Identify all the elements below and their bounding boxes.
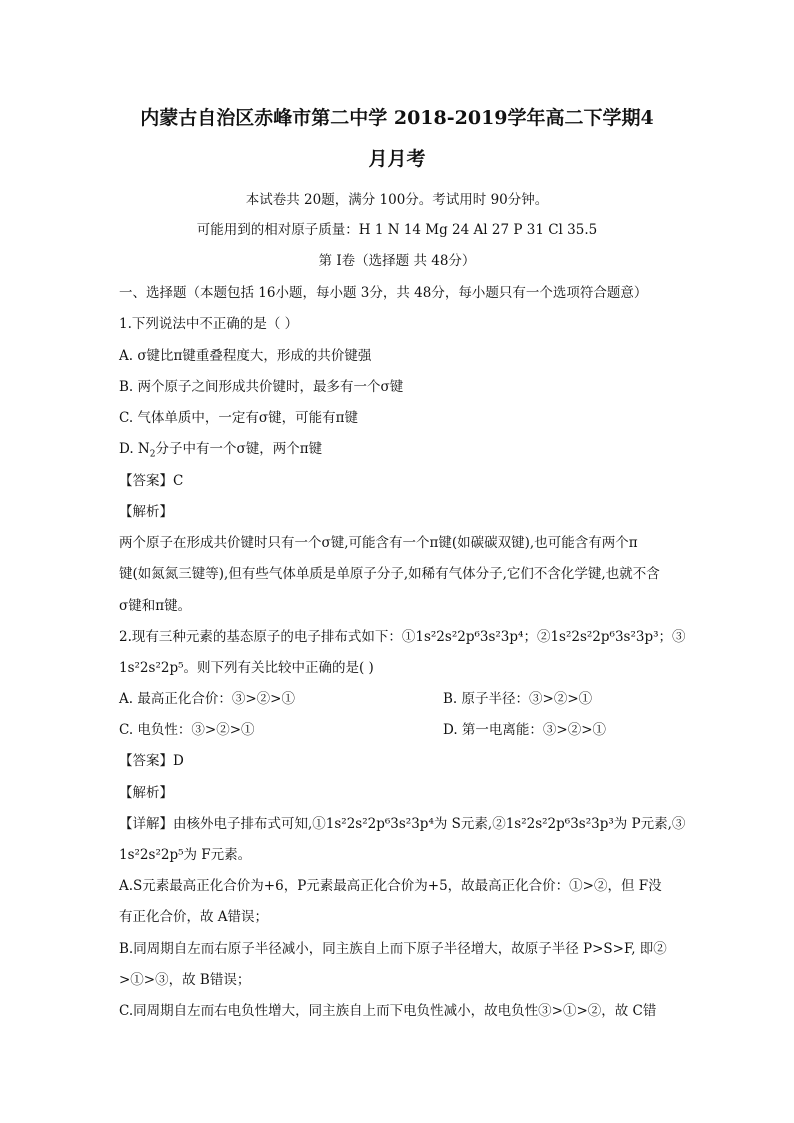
q1-option-d <box>119 437 679 460</box>
q1-option-d-pre: D. N <box>119 441 150 457</box>
q1-option-a: A. σ键比π键重叠程度大，形成的共价键强 <box>119 348 372 364</box>
q2-stem-line-2: 1s²2s²2p⁵。则下列有关比较中正确的是( ) <box>119 660 374 676</box>
q2-analysis-label: 【解析】 <box>119 785 173 801</box>
q2-option-d: D. 第一电离能：③>②>① <box>443 722 607 738</box>
q1-analysis-line-3: σ键和π键。 <box>119 598 192 614</box>
q2-analysis-b-line-1: B.同周期自左而右原子半径减小，同主族自上而下原子半径增大，故原子半径 P>S>F, 即② <box>119 941 667 957</box>
q2-detail-line-1: 【详解】由核外电子排布式可知,①1s²2s²2p⁶3s²3p⁴为 S元素,②1s²2s²2p⁶3s²3p³为 P元素,③ <box>119 816 686 832</box>
q1-option-d-post: 分子中有一个σ键，两个π键 <box>155 441 323 457</box>
q2-analysis-a-line-1: A.S元素最高正化合价为+6，P元素最高正化合价为+5，故最高正化合价：①>②，但 F没 <box>119 878 662 894</box>
q2-analysis-c-line-1: C.同周期自左而右电负性增大，同主族自上而下电负性减小，故电负性③>①>②，故 C错 <box>119 1003 657 1019</box>
q2-stem-line-1: 2.现有三种元素的基态原子的电子排布式如下：①1s²2s²2p⁶3s²3p⁴；②1s²2s²2p⁶3s²3p³；③ <box>119 629 686 645</box>
q1-analysis-line-2: 键(如氮氮三键等),但有些气体单质是单原子分子,如稀有气体分子,它们不含化学键,也就不含 <box>119 566 660 582</box>
atomic-mass-line: 可能用到的相对原子质量：H 1 N 14 Mg 24 Al 27 P 31 Cl 35.5 <box>196 222 598 238</box>
q1-analysis-label: 【解析】 <box>119 504 173 520</box>
section-title: 第 I卷（选择题 共 48分） <box>318 253 476 269</box>
q1-stem: 1.下列说法中不正确的是（ ） <box>119 316 299 332</box>
q2-option-b: B. 原子半径：③>②>① <box>443 691 593 707</box>
q2-option-c: C. 电负性：③>②>① <box>119 722 255 738</box>
title-line-2: 月月考 <box>368 148 426 170</box>
q2-option-a: A. 最高正化合价：③>②>① <box>119 691 295 707</box>
q1-option-c: C. 气体单质中，一定有σ键，可能有π键 <box>119 410 359 426</box>
section-intro: 一、选择题（本题包括 16小题，每小题 3分，共 48分，每小题只有一个选项符合题意） <box>119 285 648 301</box>
q1-option-d-sub: 2 <box>149 449 156 460</box>
q1-answer: 【答案】C <box>119 473 184 489</box>
q1-analysis-line-1: 两个原子在形成共价键时只有一个σ键,可能含有一个π键(如碳碳双键),也可能含有两个π <box>119 535 638 551</box>
q2-detail-line-2: 1s²2s²2p⁵为 F元素。 <box>119 847 252 863</box>
title-line-1: 内蒙古自治区赤峰市第二中学 2018-2019学年高二下学期4 <box>140 107 654 129</box>
exam-info: 本试卷共 20题，满分 100分。考试用时 90分钟。 <box>245 192 549 208</box>
q1-option-b: B. 两个原子之间形成共价键时，最多有一个σ键 <box>119 379 404 395</box>
q2-analysis-a-line-2: 有正化合价，故 A错误； <box>119 909 269 925</box>
q2-answer: 【答案】D <box>119 753 184 769</box>
q2-analysis-b-line-2: >①>③，故 B错误； <box>119 972 251 988</box>
